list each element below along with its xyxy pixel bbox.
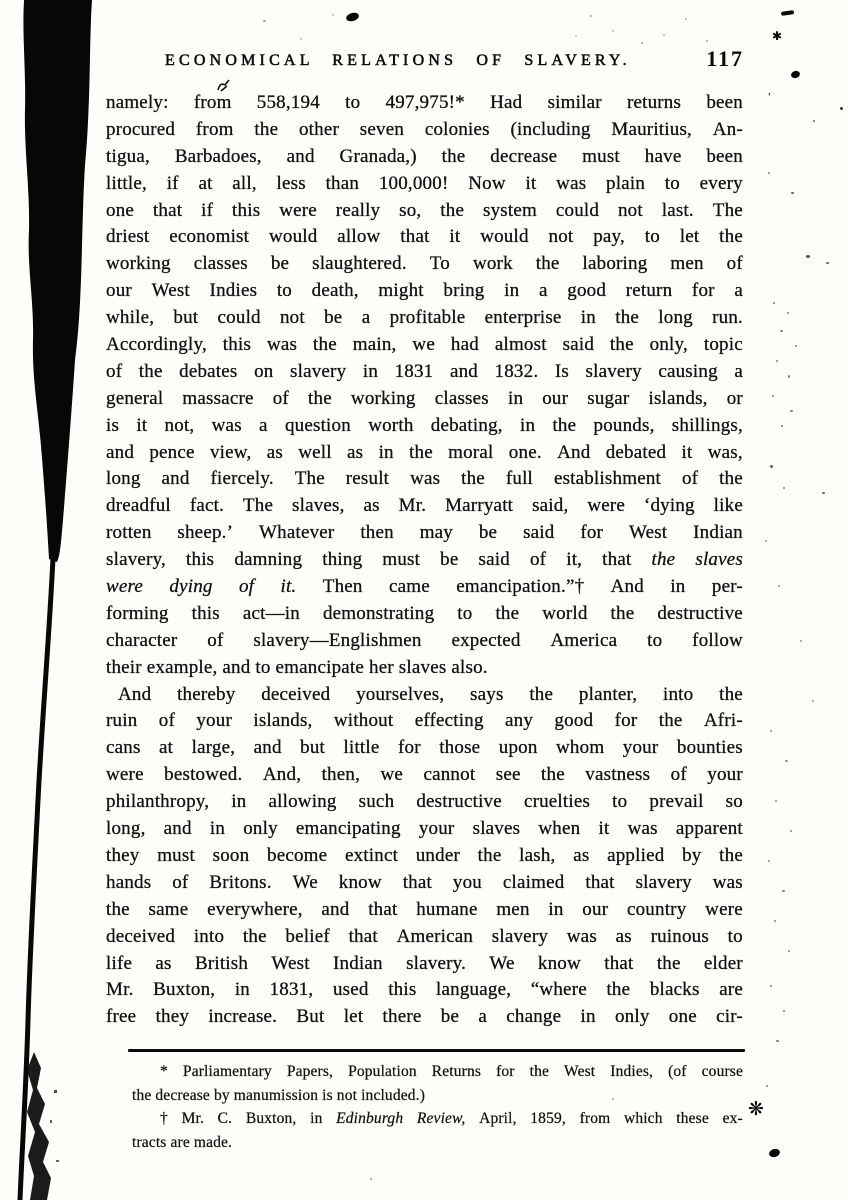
ink-speck <box>770 730 772 732</box>
ink-speck <box>775 800 777 802</box>
page-number: 117 <box>706 46 744 71</box>
text-line: tracts are made. <box>132 1133 233 1151</box>
ink-speck <box>612 30 614 32</box>
text-line: procured from the other seven colonies (including Mauritius, An- <box>106 118 743 140</box>
ink-speck <box>766 1085 768 1087</box>
ink-speck <box>791 192 794 194</box>
ink-speck <box>783 487 785 489</box>
ink-speck <box>706 40 708 42</box>
text-line: were bestowed. And, then, we cannot see the vastness of your <box>106 764 743 786</box>
ink-speck <box>768 172 770 174</box>
text-line: cans at large, and but little for those upon whom your bounties <box>106 737 743 759</box>
text-line: character of slavery—Englishmen expected America to follow <box>106 629 743 651</box>
ink-speck <box>590 15 592 17</box>
text-line: free they increase. But let there be a change in only one cir- <box>106 1006 743 1028</box>
ink-star-blot-footnote: ❋ <box>748 1099 764 1120</box>
ink-blot-top-center <box>345 11 360 22</box>
ink-speck <box>765 540 767 542</box>
ink-speck <box>768 860 770 862</box>
ink-speck <box>641 42 643 44</box>
ink-speck <box>778 585 780 587</box>
text-line: ruin of your islands, without effecting any good for the Afri- <box>106 710 743 732</box>
text-line: and pence view, as well as in the moral one. And debated it was, <box>106 441 743 463</box>
ink-speck <box>575 35 577 37</box>
text-line: while, but could not be a profitable enterprise in the long run. <box>106 307 743 329</box>
ink-speck <box>790 410 793 412</box>
ink-asterisk-top-right: ✱ <box>772 29 783 43</box>
text-line: dreadful fact. The slaves, as Mr. Marryatt said, were ‘dying like <box>106 495 743 517</box>
ink-speck <box>783 1010 785 1012</box>
ink-speck <box>785 760 788 762</box>
text-line: philanthropy, in allowing such destructive cruelties to prevail so <box>106 791 743 813</box>
text-line: deceived into the belief that American slavery was as ruinous to <box>106 925 743 947</box>
binding-ink-blot <box>0 0 100 1200</box>
ink-speck <box>822 492 825 494</box>
text-line: their example, and to emancipate her slaves also. <box>106 656 488 678</box>
text-line: slavery, this damning thing must be said of it, that the slaves <box>106 549 743 571</box>
text-line: the decrease by manumission is not included.) <box>132 1086 426 1104</box>
ink-dash-top-right <box>781 10 794 16</box>
running-head-title: ECONOMICAL RELATIONS OF SLAVERY. <box>165 52 631 69</box>
text-line: our West Indies to death, might bring in a good return for a <box>106 280 743 302</box>
text-line: namely: from 558,194 to 497,975!* Had similar returns been <box>106 92 743 113</box>
ink-speck <box>812 700 814 702</box>
text-line: life as British West Indian slavery. We know that the elder <box>106 952 743 974</box>
ink-speck <box>826 262 829 264</box>
text-line: of the debates on slavery in 1831 and 1832. Is slavery causing a <box>106 360 743 382</box>
ink-speck <box>370 1178 372 1180</box>
body-text <box>106 90 743 1031</box>
ink-speck <box>685 18 687 20</box>
ink-speck <box>788 375 790 378</box>
ink-blot-bottom-right <box>768 1148 781 1159</box>
ink-speck <box>813 120 815 122</box>
text-line: long and fiercely. The result was the full establishment of the <box>106 468 743 490</box>
text-line: tigua, Barbadoes, and Granada,) the decrease must have been <box>106 145 743 167</box>
text-line: And thereby deceived yourselves, says the planter, into the <box>118 683 743 705</box>
ink-speck <box>773 302 775 304</box>
ink-speck <box>840 107 843 110</box>
text-line: were dying of it. Then came emancipation.”† And in per- <box>106 576 743 598</box>
ink-speck <box>780 330 783 332</box>
ink-speck <box>663 34 665 36</box>
ink-speck <box>787 312 789 314</box>
text-line: general massacre of the working classes in our sugar islands, or <box>106 387 743 409</box>
text-line: one that if this were really so, the system could not last. The <box>106 199 743 221</box>
ink-speck <box>612 1098 614 1100</box>
text-line: Accordingly, this was the main, we had almost said the only, topic <box>106 334 743 356</box>
ink-speck <box>800 640 802 642</box>
ink-speck <box>776 360 778 362</box>
text-line: little, if at all, less than 100,000! Now it was plain to every <box>106 172 743 194</box>
ink-speck <box>300 38 302 40</box>
ink-speck <box>770 985 772 987</box>
text-line: rotten sheep.’ Whatever then may be said for West Indian <box>106 522 743 544</box>
ink-speck <box>770 465 773 468</box>
text-line: long, and in only emancipating your slaves when it was apparent <box>106 818 743 840</box>
ink-speck <box>263 20 266 22</box>
ink-speck <box>790 830 792 832</box>
text-line: working classes be slaughtered. To work the laboring men of <box>106 253 743 275</box>
ink-speck <box>772 395 774 397</box>
ink-speck <box>782 890 785 892</box>
page-header <box>0 46 848 76</box>
ink-speck <box>774 920 776 922</box>
text-line: the same everywhere, and that humane men in our country were <box>106 898 743 920</box>
text-line: † Mr. C. Buxton, in Edinburgh Review, April, 1859, from which these ex- <box>160 1110 743 1127</box>
text-line: is it not, was a question worth debating, in the pounds, shillings, <box>106 414 743 436</box>
ink-blot-right-margin <box>790 70 801 79</box>
text-line: forming this act—in demonstrating to the world the destructive <box>106 602 743 624</box>
text-line: they must soon become extinct under the lash, as applied by the <box>106 844 743 866</box>
text-line: hands of Britons. We know that you claimed that slavery was <box>106 871 743 893</box>
text-line: Mr. Buxton, in 1831, used this language, “where the blacks are <box>106 979 743 1001</box>
ink-speck <box>806 255 810 258</box>
footnote-divider-rule <box>128 1049 745 1052</box>
text-line: * Parliamentary Papers, Population Returns for the West Indies, (of course <box>160 1063 743 1080</box>
ink-speck <box>781 425 783 427</box>
ink-squiggle-mark <box>216 78 232 94</box>
ink-speck <box>788 950 790 952</box>
ink-speck <box>795 345 797 347</box>
ink-comma-right-margin: , <box>768 85 771 97</box>
footnotes <box>132 1060 743 1154</box>
text-line: driest economist would allow that it would not pay, to let the <box>106 226 743 248</box>
ink-speck <box>776 1040 779 1042</box>
ink-speck <box>332 14 334 16</box>
